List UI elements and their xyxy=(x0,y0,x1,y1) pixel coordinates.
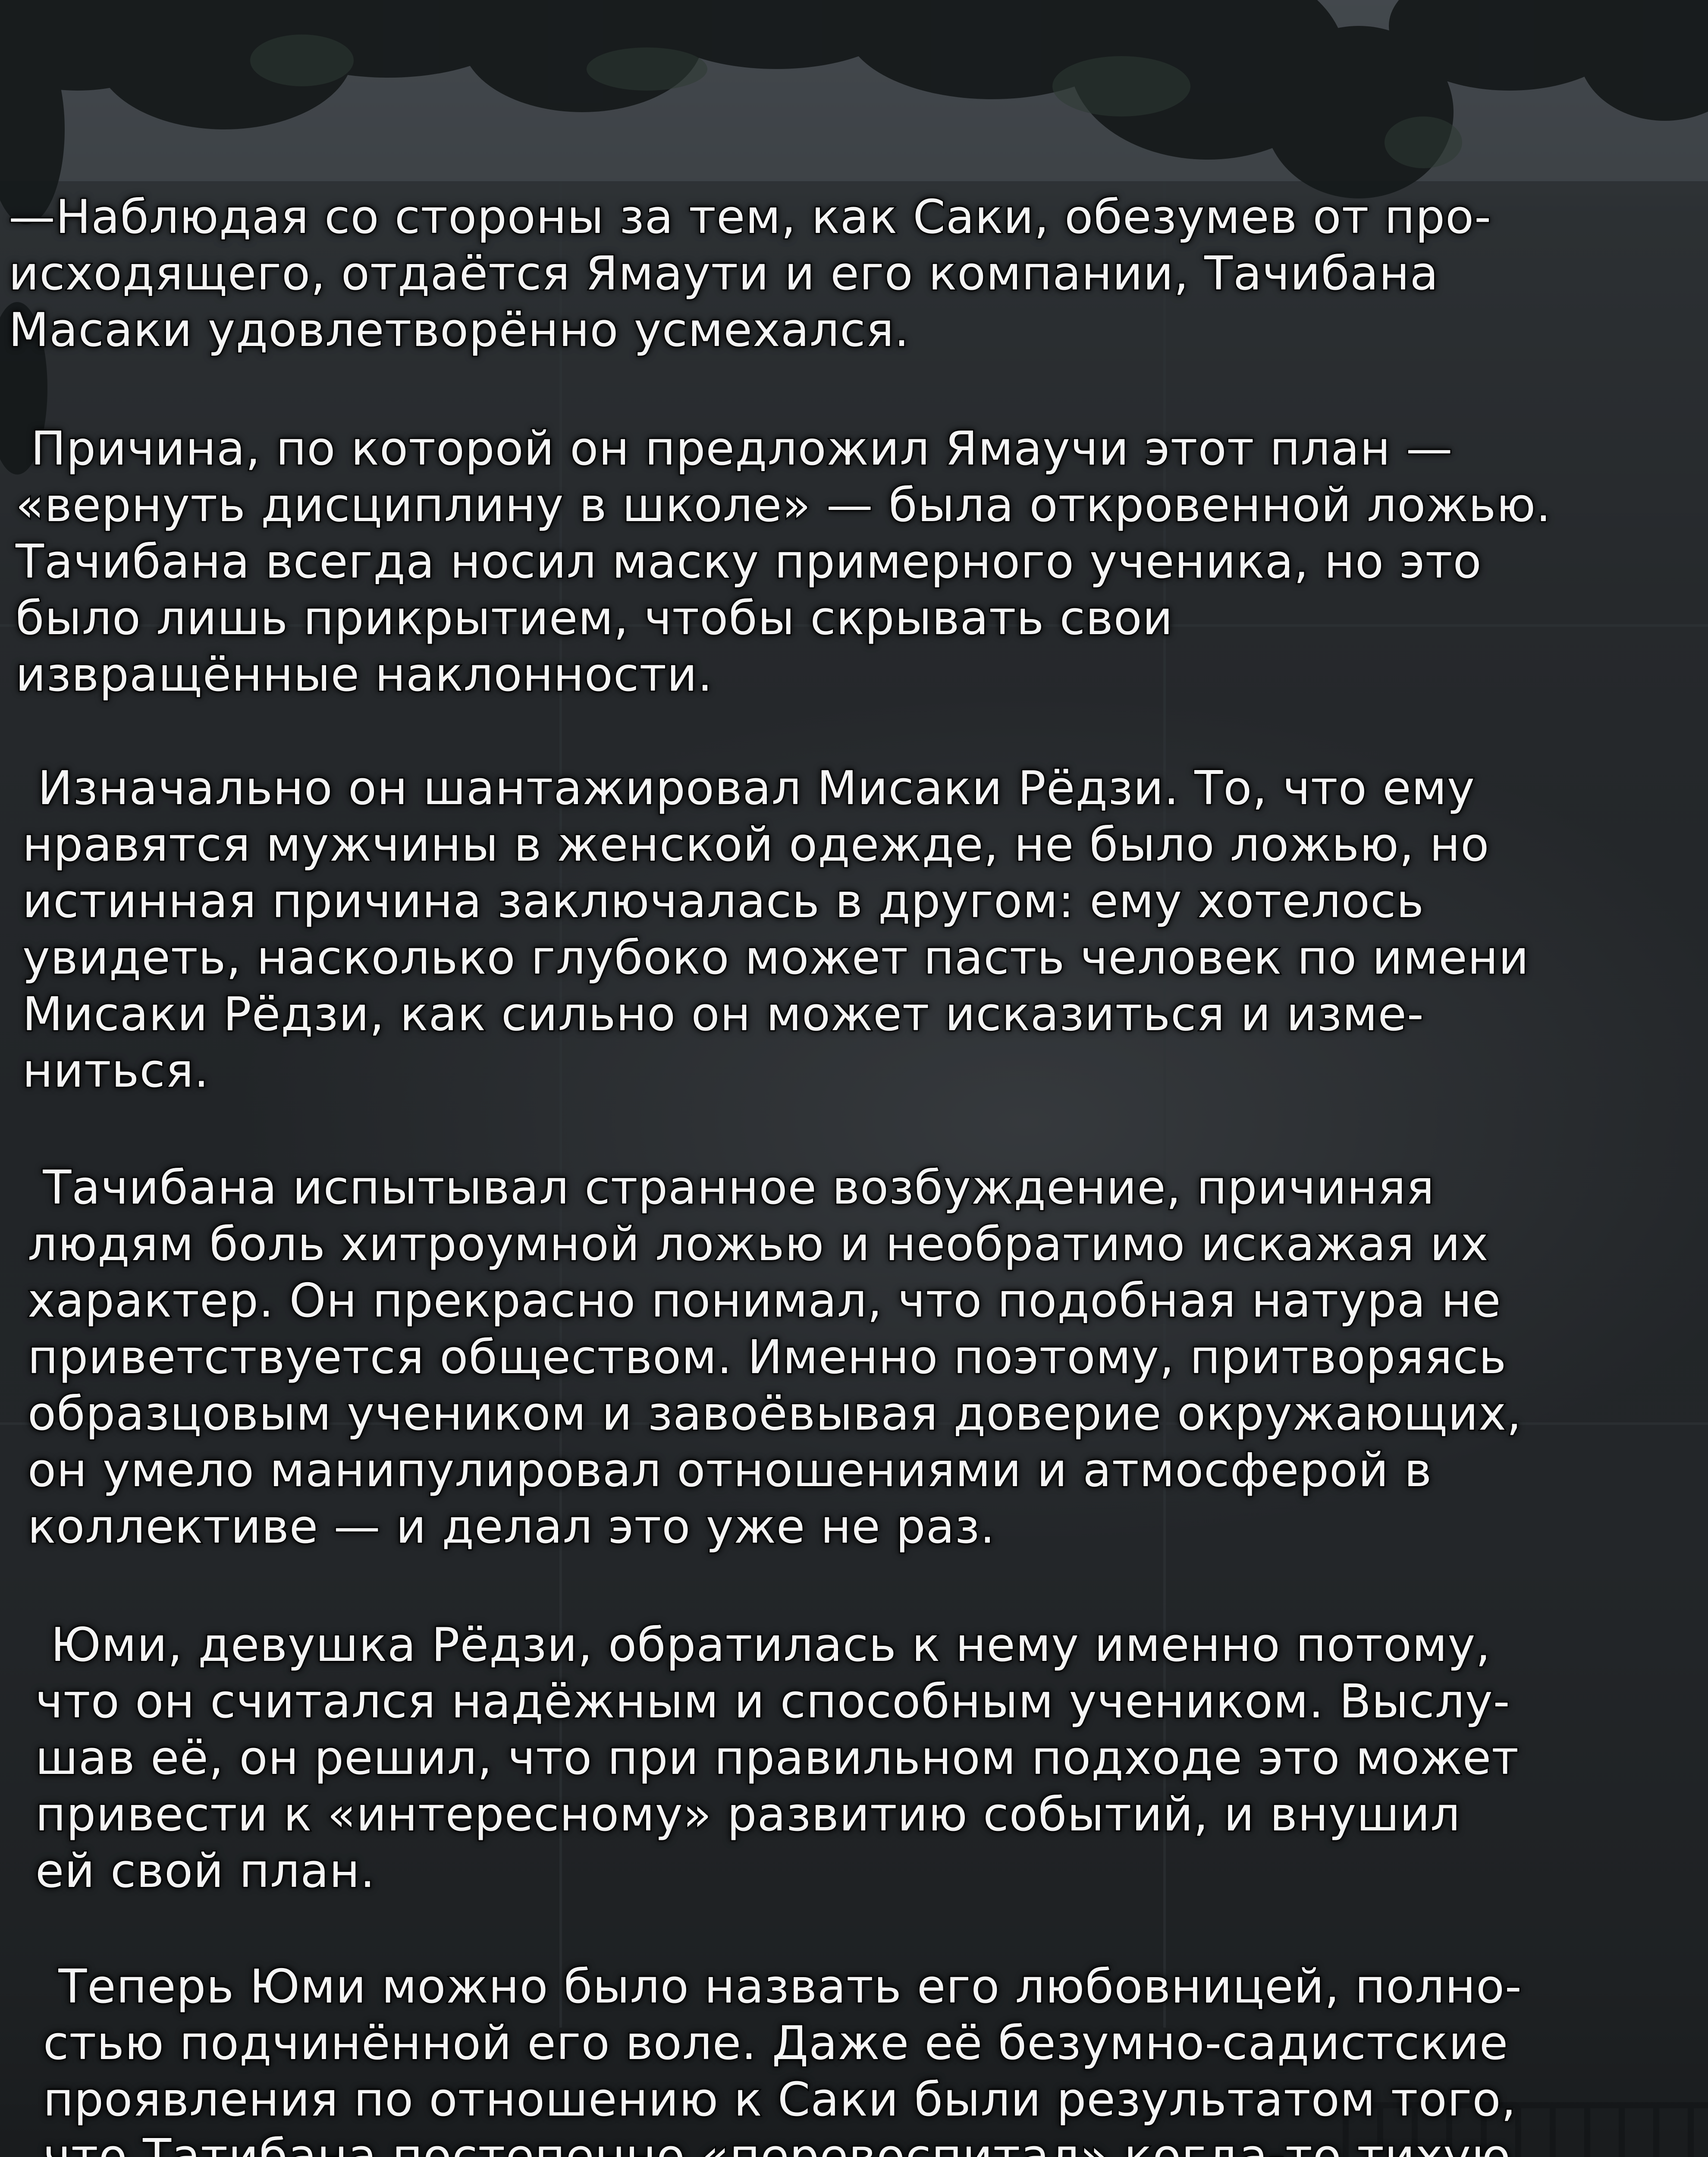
line: Тачибана всегда носил маску примерного ученика, но это xyxy=(16,534,1551,590)
line: нравятся мужчины в женской одежде, не было ложью, но xyxy=(22,817,1529,873)
line: Тачибана испытывал странное возбуждение, причиняя xyxy=(28,1160,1522,1216)
line: Юми, девушка Рёдзи, обратилась к нему именно потому, xyxy=(35,1617,1519,1673)
line: проявления по отношению к Саки были результатом того, xyxy=(43,2072,1522,2128)
line: истинная причина заключалась в другом: ему хотелось xyxy=(22,873,1529,930)
line: Масаки удовлетворённо усмехался. xyxy=(9,302,1491,358)
line: Причина, по которой он предложил Ямаучи этот план — xyxy=(16,421,1551,477)
line: коллективе — и делал это уже не раз. xyxy=(28,1499,1522,1555)
line: было лишь прикрытием, чтобы скрывать свои xyxy=(16,590,1551,647)
line: исходящего, отдаётся Ямаути и его компании, Тачибана xyxy=(9,245,1491,302)
line: образцовым учеником и завоёвывая доверие окружающих, xyxy=(28,1386,1522,1442)
line: Теперь Юми можно было назвать его любовницей, полно- xyxy=(43,1959,1522,2015)
line: стью подчинённой его воле. Даже её безумно-садистские xyxy=(43,2015,1522,2072)
line: шав её, он решил, что при правильном подходе это может xyxy=(35,1730,1519,1786)
line: привести к «интересному» развитию событий, и внушил xyxy=(35,1786,1519,1843)
line: Изначально он шантажировал Мисаки Рёдзи. То, что ему xyxy=(22,760,1529,817)
line: что Татибана постепенно «перевоспитал» когда-то тихую xyxy=(43,2128,1522,2157)
line: Мисаки Рёдзи, как сильно он может исказиться и изме- xyxy=(22,986,1529,1043)
line: что он считался надёжным и способным учеником. Выслу- xyxy=(35,1673,1519,1730)
line: извращённые наклонности. xyxy=(16,647,1551,703)
line: характер. Он прекрасно понимал, что подобная натура не xyxy=(28,1273,1522,1329)
line: увидеть, насколько глубоко может пасть человек по имени xyxy=(22,930,1529,986)
line: ей свой план. xyxy=(35,1843,1519,1899)
line: ниться. xyxy=(22,1043,1529,1099)
line: «вернуть дисциплину в школе» — была откровенной ложью. xyxy=(16,477,1551,534)
line: он умело манипулировал отношениями и атмосферой в xyxy=(28,1442,1522,1499)
line: приветствуется обществом. Именно поэтому, притворяясь xyxy=(28,1329,1522,1386)
line: —Наблюдая со стороны за тем, как Саки, обезумев от про- xyxy=(9,189,1491,245)
line: людям боль хитроумной ложью и необратимо искажая их xyxy=(28,1216,1522,1273)
